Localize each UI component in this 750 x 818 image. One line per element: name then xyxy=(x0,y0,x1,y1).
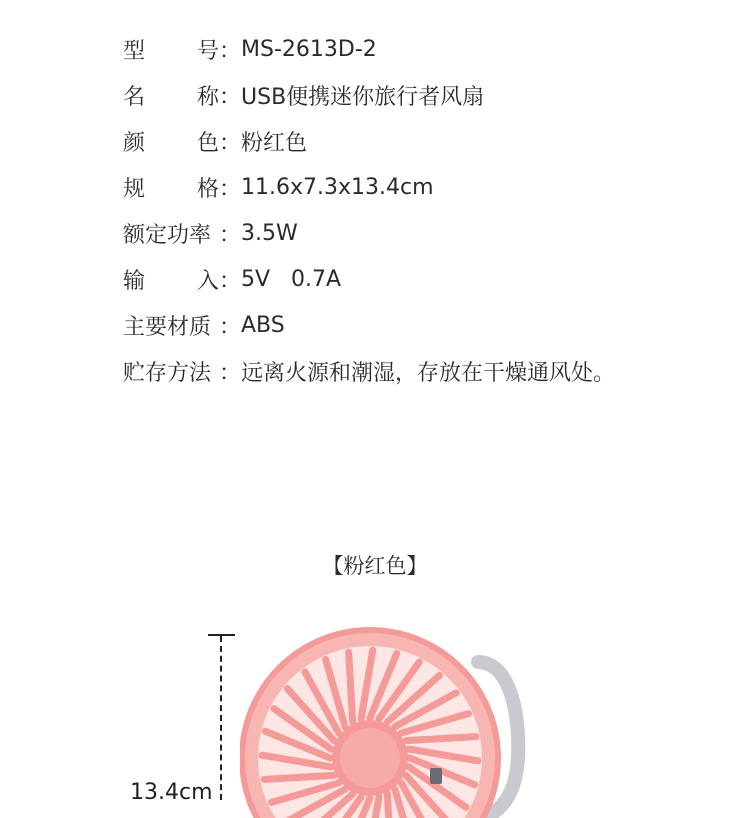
dimension-dash xyxy=(220,636,222,800)
spec-label: 型 号 xyxy=(123,38,219,64)
fan-blade-rib xyxy=(264,775,334,779)
spec-list xyxy=(123,26,615,394)
spec-value-size: 11.6x7.3x13.4cm xyxy=(241,174,434,200)
spec-colon: ： xyxy=(219,130,242,156)
height-dimension-label: 13.4cm xyxy=(130,780,213,805)
spec-row-name xyxy=(123,72,615,118)
fan-blade-rib xyxy=(406,737,476,741)
spec-colon: ： xyxy=(219,314,242,340)
spec-value-power: 3.5W xyxy=(241,220,298,246)
spec-row-power xyxy=(123,210,615,256)
fan-product-image xyxy=(240,618,560,818)
spec-value-color: 粉红色 xyxy=(241,130,308,156)
spec-label: 名 称 xyxy=(123,84,219,110)
spec-label: 贮存方法 xyxy=(123,360,212,386)
spec-value-storage: 远离火源和潮湿，存放在干燥通风处。 xyxy=(241,360,616,386)
fan-blade-rib xyxy=(349,652,353,722)
spec-colon: ： xyxy=(219,84,242,110)
fan-hub-center xyxy=(340,728,400,788)
spec-colon: ： xyxy=(219,268,242,294)
spec-colon: ： xyxy=(219,38,242,64)
height-dimension-line xyxy=(208,630,236,800)
fan-blade-rib xyxy=(387,794,391,818)
spec-label: 输 入 xyxy=(123,268,219,294)
spec-label: 额定功率 xyxy=(123,222,212,248)
spec-label: 颜 色 xyxy=(123,130,219,156)
spec-colon: ： xyxy=(219,222,242,248)
spec-label: 规 格 xyxy=(123,176,219,202)
color-caption: 【粉红色】 xyxy=(322,554,428,578)
spec-value-model: MS-2613D-2 xyxy=(241,36,377,62)
spec-row-input xyxy=(123,256,615,302)
spec-row-color xyxy=(123,118,615,164)
spec-row-storage xyxy=(123,348,615,394)
spec-row-model xyxy=(123,26,615,72)
spec-colon: ： xyxy=(219,360,242,386)
spec-value-name: USB便携迷你旅行者风扇 xyxy=(241,84,485,110)
spec-label: 主要材质 xyxy=(123,314,212,340)
spec-value-material: ABS xyxy=(241,312,285,338)
spec-value-input: 5V 0.7A xyxy=(241,266,342,292)
fan-switch xyxy=(430,768,442,784)
spec-row-material xyxy=(123,302,615,348)
spec-colon: ： xyxy=(219,176,242,202)
spec-row-size xyxy=(123,164,615,210)
